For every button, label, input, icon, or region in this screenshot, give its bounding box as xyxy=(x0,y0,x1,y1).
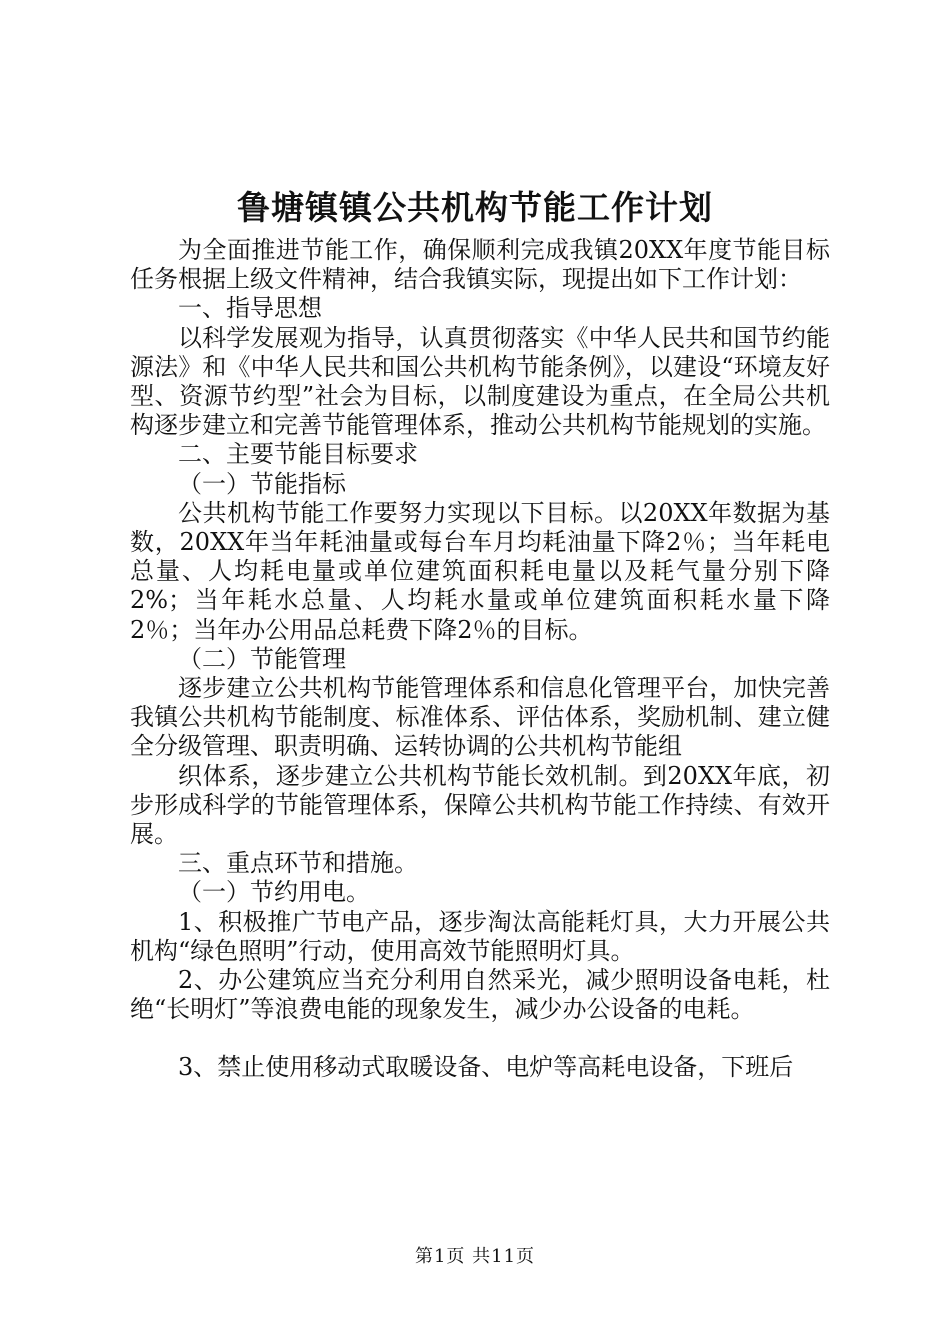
measure-item-3: 3、禁止使用移动式取暖设备、电炉等高耗电设备，下班后 xyxy=(178,1053,794,1082)
guiding-thought-paragraph: 以科学发展观为指导，认真贯彻落实《中华人民共和国节约能源法》和《中华人民共和国公共机构节能条例》，以建设“环境友好型、资源节约型”社会为目标，以制度建设为重点，在全局公共机构逐步建立和完善节能管理体系，推动公共机构节能规划的实施。 xyxy=(130,323,830,440)
subheading-save-electricity: （一）节约用电。 xyxy=(178,878,370,907)
energy-management-continued-paragraph: 织体系，逐步建立公共机构节能长效机制。到20XX年底，初步形成科学的节能管理体系，保障公共机构节能工作持续、有效开展。 xyxy=(130,761,830,849)
section-heading-guiding-thought: 一、指导思想 xyxy=(178,294,322,323)
section-heading-key-measures: 三、重点环节和措施。 xyxy=(178,849,418,878)
energy-indicators-paragraph: 公共机构节能工作要努力实现以下目标。以20XX年数据为基数，20XX年当年耗油量或每台车月均耗油量下降2％；当年耗电总量、人均耗电量或单位建筑面积耗电量以及耗气量分别下降2%；当年耗水总量、人均耗水量或单位建筑面积耗水量下降2％；当年办公用品总耗费下降2％的目标。 xyxy=(130,498,830,644)
page-footer: 第1页 共11页 xyxy=(414,1246,536,1267)
document-title: 鲁塘镇镇公共机构节能工作计划 xyxy=(237,188,713,227)
paragraph-gap xyxy=(130,1024,830,1053)
measure-item-1: 1、积极推广节电产品，逐步淘汰高能耗灯具，大力开展公共机构“绿色照明”行动，使用高效节能照明灯具。 xyxy=(130,907,830,965)
section-heading-main-goals: 二、主要节能目标要求 xyxy=(178,440,418,469)
energy-management-paragraph: 逐步建立公共机构节能管理体系和信息化管理平台，加快完善我镇公共机构节能制度、标准体系、评估体系，奖励机制、建立健全分级管理、职责明确、运转协调的公共机构节能组 xyxy=(130,674,830,761)
subheading-energy-indicators: （一）节能指标 xyxy=(178,469,346,498)
document-body xyxy=(130,236,830,1083)
measure-item-2: 2、办公建筑应当充分利用自然采光，减少照明设备电耗，杜绝“长明灯”等浪费电能的现象发生，减少办公设备的电耗。 xyxy=(130,966,830,1024)
subheading-energy-management: （二）节能管理 xyxy=(178,644,346,673)
intro-paragraph: 为全面推进节能工作，确保顺利完成我镇20XX年度节能目标任务根据上级文件精神，结合我镇实际，现提出如下工作计划： xyxy=(130,236,830,294)
